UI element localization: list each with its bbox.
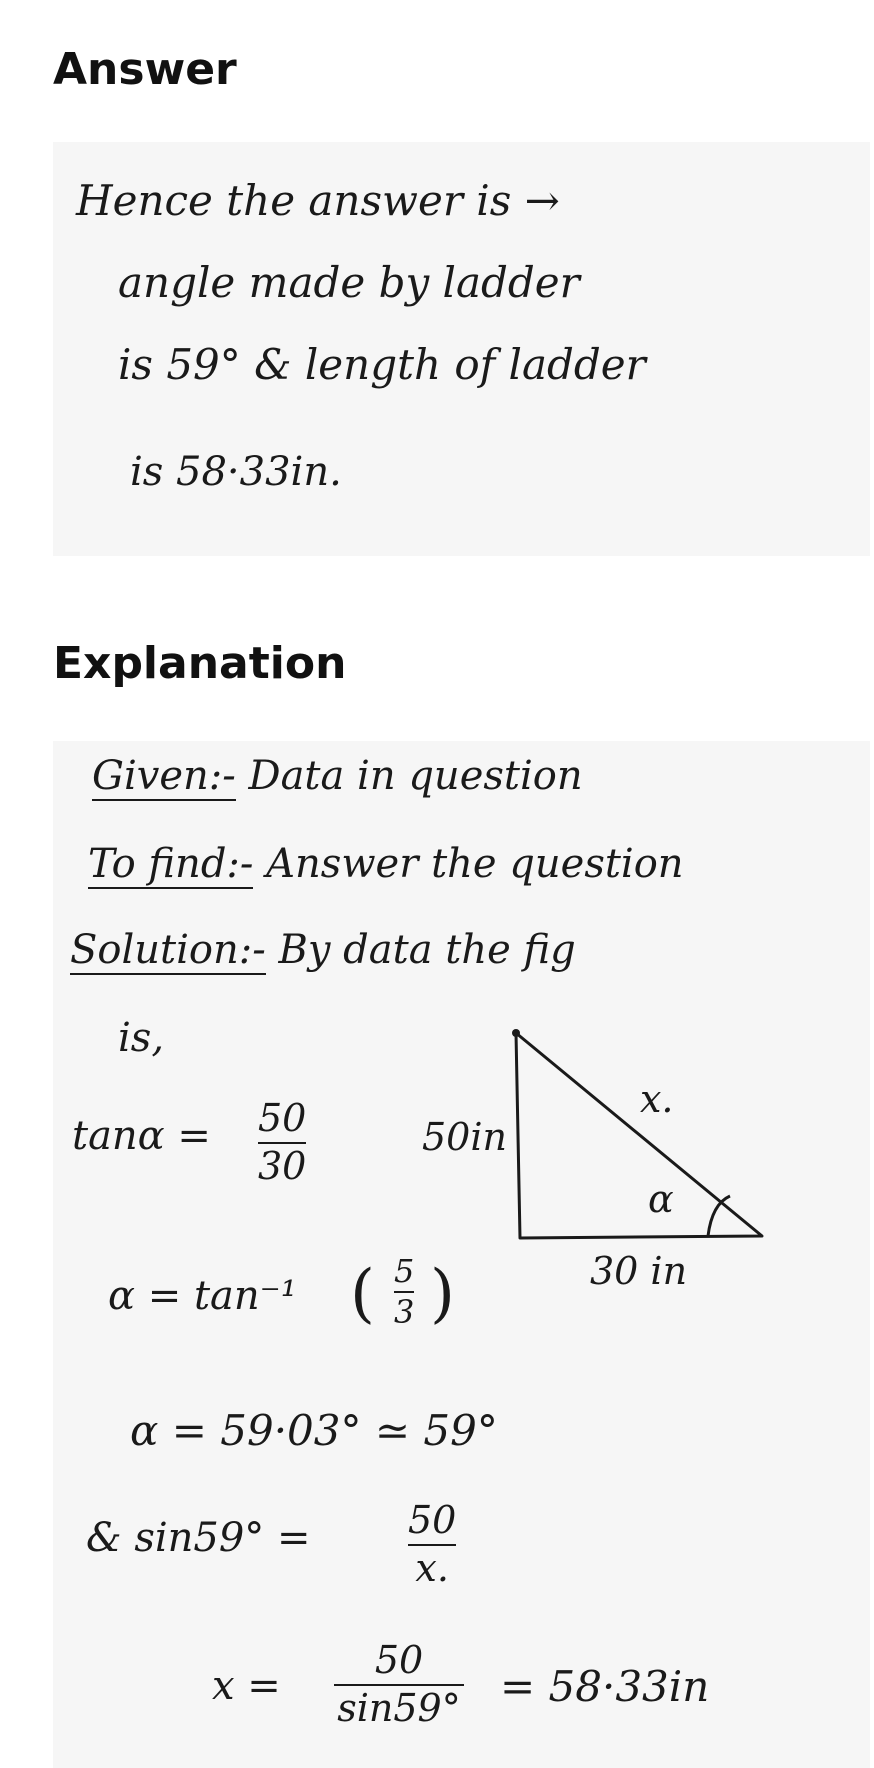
vertical-side-label: 50in bbox=[422, 1115, 507, 1159]
answer-heading: Answer bbox=[53, 44, 237, 95]
answer-line-3: is 59° & length of ladder bbox=[118, 340, 646, 389]
eq2-fraction bbox=[394, 1254, 414, 1330]
angle-label: α bbox=[648, 1177, 674, 1221]
eq5-rhs: = 58·33in bbox=[500, 1662, 710, 1711]
eq5-lhs: x = bbox=[212, 1663, 281, 1709]
eq4-fraction bbox=[408, 1500, 456, 1590]
eq1-numerator: 50 bbox=[258, 1096, 307, 1140]
triangle-outline bbox=[516, 1033, 762, 1238]
eq5-denominator: sin59° bbox=[337, 1685, 461, 1730]
answer-line-1: Hence the answer is → bbox=[76, 176, 560, 225]
eq4-lhs: & sin59° = bbox=[86, 1515, 311, 1561]
eq1-fraction bbox=[258, 1098, 306, 1188]
given-label: Given:- bbox=[92, 753, 236, 799]
answer-line-2: angle made by ladder bbox=[118, 258, 580, 307]
is-text: is, bbox=[118, 1015, 165, 1061]
eq4-numerator: 50 bbox=[408, 1498, 457, 1542]
eq3: α = 59·03° ≃ 59° bbox=[130, 1406, 498, 1455]
base-side-label: 30 in bbox=[590, 1249, 688, 1293]
eq2-lhs: α = tan⁻¹ bbox=[108, 1273, 297, 1319]
solution-text: By data the fig bbox=[278, 927, 576, 973]
eq2-close-paren: ) bbox=[430, 1257, 455, 1331]
eq2-open-paren: ( bbox=[350, 1257, 375, 1331]
tofind-label: To find:- bbox=[88, 841, 254, 887]
eq5-fraction bbox=[334, 1640, 464, 1730]
eq1-lhs: tanα = bbox=[72, 1113, 211, 1159]
eq5-numerator: 50 bbox=[374, 1638, 424, 1682]
eq1-denominator: 30 bbox=[258, 1143, 307, 1188]
tofind-text: Answer the question bbox=[266, 841, 684, 887]
eq4-denominator: x. bbox=[415, 1545, 449, 1590]
solution-label: Solution:- bbox=[70, 927, 266, 973]
explanation-heading: Explanation bbox=[53, 638, 347, 689]
eq2-numerator: 5 bbox=[394, 1252, 415, 1290]
eq2-denominator: 3 bbox=[394, 1293, 415, 1332]
given-text: Data in question bbox=[248, 753, 583, 799]
hypotenuse-label: x. bbox=[640, 1077, 674, 1121]
triangle-vertex-dot bbox=[512, 1029, 520, 1037]
answer-line-4: is 58·33in. bbox=[130, 449, 342, 495]
